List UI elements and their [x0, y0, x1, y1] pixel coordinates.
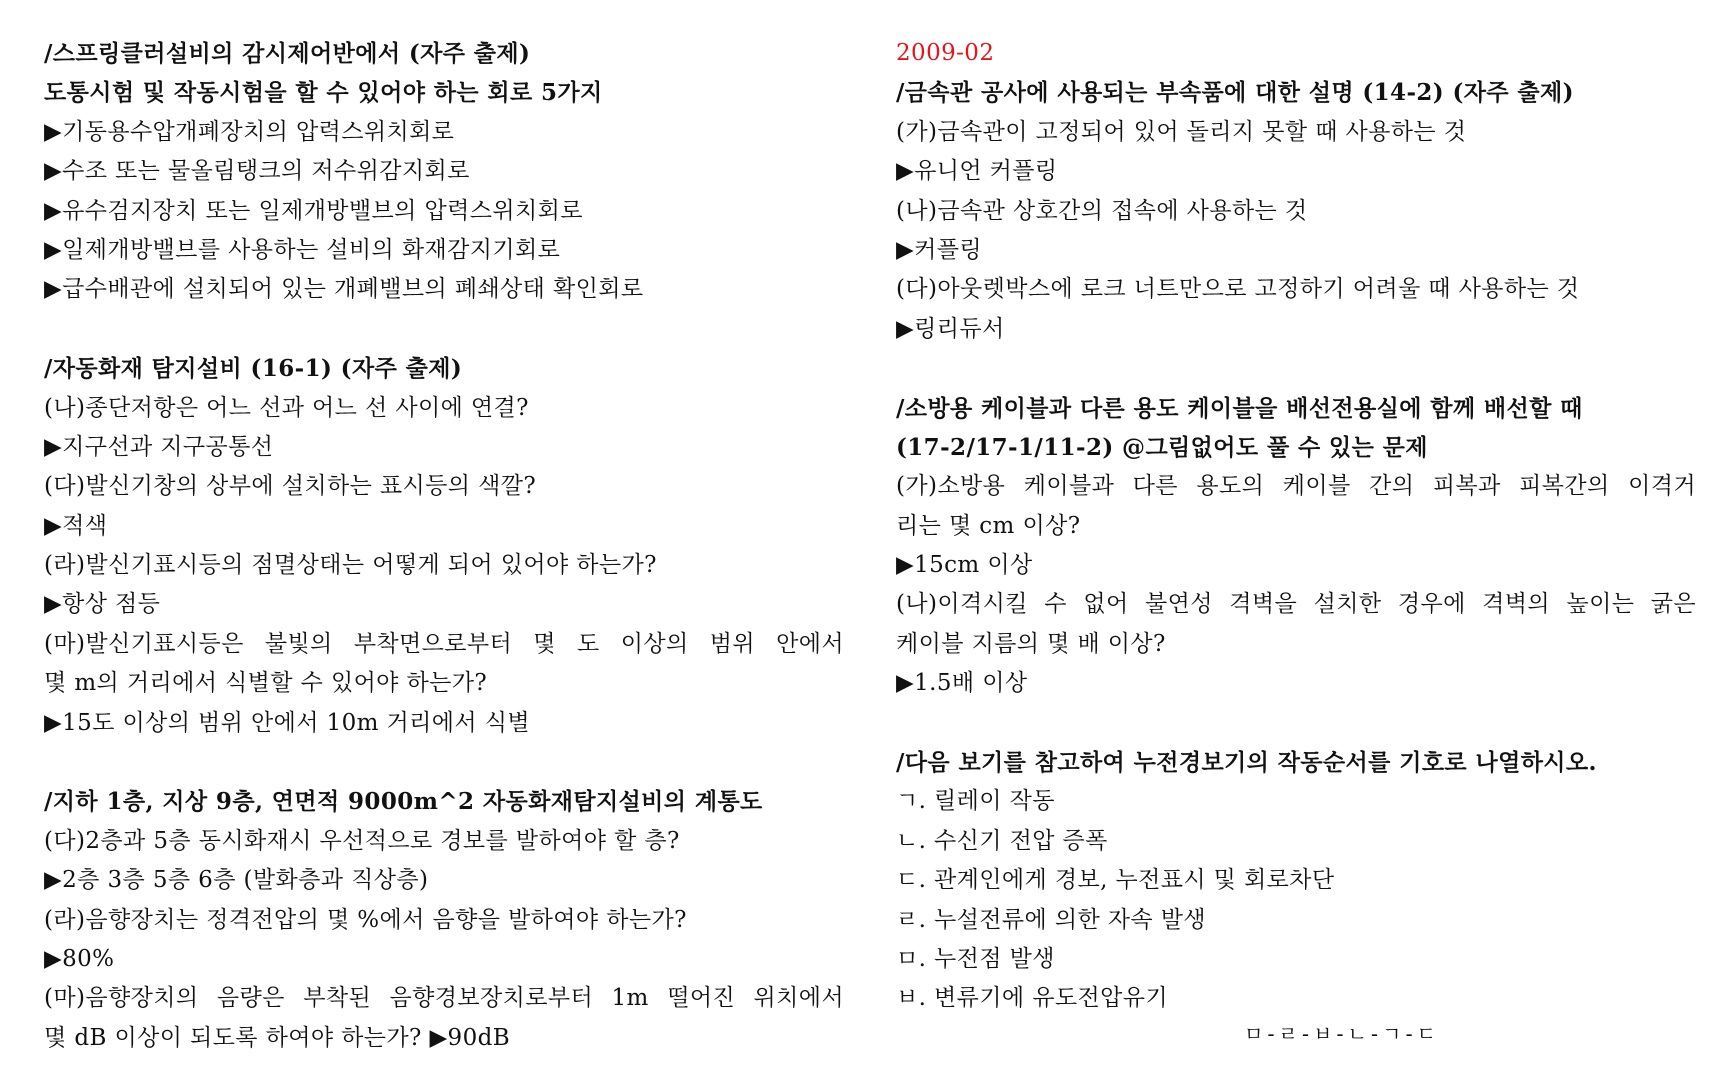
answer-item: ▶급수배관에 설치되어 있는 개폐밸브의 폐쇄상태 확인회로 [44, 276, 644, 303]
question-line: (나)금속관 상호간의 접속에 사용하는 것 [896, 197, 1308, 224]
option-item: ㅁ. 누전점 발생 [896, 945, 1055, 972]
section-title: /자동화재 탐지설비 (16-1) (자주 출제) [44, 355, 463, 383]
spacer [44, 743, 844, 782]
question-line: 몇 m의 거리에서 식별할 수 있어야 하는가? [44, 670, 488, 697]
left-column [44, 34, 844, 1058]
answer-item: ▶기동용수압개폐장치의 압력스위치회로 [44, 118, 455, 145]
spacer [896, 349, 1696, 388]
spacer [44, 310, 844, 349]
question-line: 리는 몇 cm 이상? [896, 512, 1081, 539]
right-column [896, 34, 1696, 1019]
answer-line: ▶15도 이상의 범위 안에서 10m 거리에서 식별 [44, 709, 530, 736]
question-line: (라)음향장치는 정격전압의 몇 %에서 음향을 발하여야 하는가? [44, 906, 687, 933]
option-item: ㄴ. 수신기 전압 증폭 [896, 827, 1108, 854]
answer-item: ▶유수검지장치 또는 일제개방밸브의 압력스위치회로 [44, 197, 583, 224]
question-line: (다)2층과 5층 동시화재시 우선적으로 경보를 발하여야 할 층? [44, 827, 680, 854]
section-title: /지하 1층, 지상 9층, 연면적 9000m^2 자동화재탐지설비의 계통도 [44, 788, 763, 816]
option-item: ㄹ. 누설전류에 의한 자속 발생 [896, 906, 1206, 933]
answer-item: ▶수조 또는 물올림탱크의 저수위감지회로 [44, 158, 470, 185]
spacer [896, 704, 1696, 743]
question-line: (다)발신기창의 상부에 설치하는 표시등의 색깔? [44, 473, 537, 500]
sprinkler-section [44, 34, 844, 310]
answer-line: ▶적색 [44, 512, 108, 539]
option-item: ㄷ. 관계인에게 경보, 누전표시 및 회로차단 [896, 867, 1335, 894]
fire-detection-section [44, 349, 844, 743]
answer-sequence: ㅁ-ㄹ-ㅂ-ㄴ-ㄱ-ㄷ [1244, 1022, 1441, 1046]
answer-line: ▶지구선과 지구공통선 [44, 433, 274, 460]
section-title: /금속관 공사에 사용되는 부속품에 대한 설명 (14-2) (자주 출제) [896, 79, 1574, 107]
question-line: (마)발신기표시등은 불빛의 부착면으로부터 몇 도 이상의 범위 안에서 [44, 630, 844, 657]
question-line: 케이블 지름의 몇 배 이상? [896, 630, 1166, 657]
section-subtitle: 도통시험 및 작동시험을 할 수 있어야 하는 회로 5가지 [44, 79, 603, 107]
question-line: (가)금속관이 고정되어 있어 돌리지 못할 때 사용하는 것 [896, 118, 1467, 145]
answer-line: ▶2층 3층 5층 6층 (발화층과 직상층) [44, 867, 429, 894]
question-line: (가)소방용 케이블과 다른 용도의 케이블 간의 피복과 피복간의 이격거 [896, 473, 1696, 500]
question-line: (라)발신기표시등의 점멸상태는 어떻게 되어 있어야 하는가? [44, 552, 657, 579]
section-title: /다음 보기를 참고하여 누전경보기의 작동순서를 기호로 나열하시오. [896, 749, 1597, 777]
cable-section [896, 389, 1696, 704]
answer-line: ▶유니언 커플링 [896, 158, 1058, 185]
option-item: ㄱ. 릴레이 작동 [896, 788, 1055, 815]
leakage-alarm-section [896, 743, 1696, 1019]
question-line: 몇 dB 이상이 되도록 하여야 하는가? ▶90dB [44, 1024, 511, 1051]
section-title: /스프링클러설비의 감시제어반에서 (자주 출제) [44, 40, 531, 67]
answer-line: ▶항상 점등 [44, 591, 161, 618]
answer-line: ▶링리듀서 [896, 315, 1005, 342]
question-line: (나)이격시킬 수 없어 불연성 격벽을 설치한 경우에 격벽의 높이는 굵은 [896, 591, 1696, 618]
metal-conduit-section [896, 73, 1696, 349]
question-line: (나)종단저항은 어느 선과 어느 선 사이에 연결? [44, 394, 529, 421]
section-title-continued: (17-2/17-1/11-2) @그림없어도 풀 수 있는 문제 [896, 433, 1428, 461]
question-line: (마)음향장치의 음량은 부착된 음향경보장치로부터 1m 떨어진 위치에서 [44, 985, 844, 1012]
question-line: (다)아웃렛박스에 로크 너트만으로 고정하기 어려울 때 사용하는 것 [896, 276, 1580, 303]
answer-line: ▶15cm 이상 [896, 552, 1033, 579]
option-item: ㅂ. 변류기에 유도전압유기 [896, 985, 1168, 1012]
answer-line: ▶1.5배 이상 [896, 670, 1028, 697]
year-label: 2009-02 [896, 40, 995, 66]
answer-item: ▶일제개방밸브를 사용하는 설비의 화재감지기회로 [44, 236, 561, 263]
answer-line: ▶80% [44, 945, 115, 972]
answer-line: ▶커플링 [896, 236, 982, 263]
section-title: /소방용 케이블과 다른 용도 케이블을 배선전용실에 함께 배선할 때 [896, 394, 1583, 422]
system-diagram-section [44, 782, 844, 1058]
